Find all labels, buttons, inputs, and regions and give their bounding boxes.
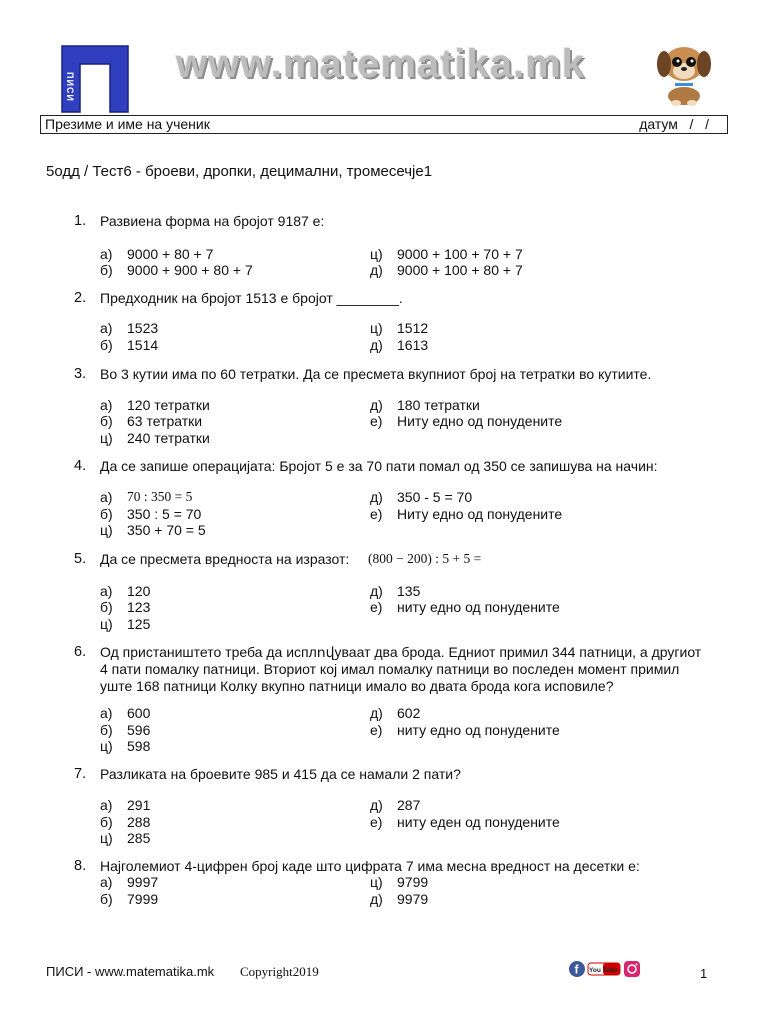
option-text: 9000 + 100 + 70 + 7 [397, 246, 523, 262]
option-text: 70 : 350 = 5 [127, 489, 193, 504]
test-title: 5одд / Тест6 - броеви, дропки, децимални, тромесечје1 [46, 163, 433, 180]
footer-site-text: ПИСИ - www.matematika.mk [46, 964, 215, 979]
date-label: датум / / [639, 116, 709, 132]
svg-text:f: f [574, 962, 579, 977]
option-text: 9997 [127, 874, 159, 890]
question-text: Развиена форма на бројот 9187 е: [100, 213, 325, 229]
option-label: е) [370, 722, 383, 738]
dog-mascot-icon [654, 40, 714, 106]
question-text-line: уште 168 патници Колку вкупно патници имало во двата брода кога исповиле? [100, 678, 614, 694]
option-text: 596 [127, 722, 151, 738]
question-text [100, 644, 720, 695]
question-number: 2. [74, 290, 87, 306]
question-text: Предходник на бројот 1513 е бројот ________. [100, 290, 403, 306]
option-label: д) [370, 891, 383, 907]
option-label: а) [100, 874, 113, 890]
option-label: ц) [100, 430, 113, 446]
question-number: 5. [74, 551, 87, 567]
option-text: 598 [127, 738, 151, 754]
option-label: б) [100, 722, 113, 738]
option-label: а) [100, 705, 113, 721]
youtube-text: You Tube [589, 967, 618, 974]
option-label: ц) [370, 874, 383, 890]
math-expression: (800 − 200) : 5 + 5 = [368, 551, 482, 566]
option-label: а) [100, 583, 113, 599]
option-label: ц) [100, 830, 113, 846]
option-text: 120 тетратки [127, 397, 210, 413]
option-label: д) [370, 397, 383, 413]
option-text: 288 [127, 814, 151, 830]
option-label: б) [100, 506, 113, 522]
option-label: ц) [100, 738, 113, 754]
question-number: 3. [74, 366, 87, 382]
option-text: ниту едно од понудените [397, 599, 560, 615]
question-number: 1. [74, 213, 87, 229]
option-label: б) [100, 337, 113, 353]
option-text: 63 тетратки [127, 413, 203, 429]
option-label: а) [100, 320, 113, 336]
option-label: а) [100, 797, 113, 813]
option-text: 9000 + 100 + 80 + 7 [397, 262, 523, 278]
option-text: 123 [127, 599, 151, 615]
page-number: 1 [700, 966, 708, 981]
question-number: 7. [74, 766, 87, 782]
site-logo-text: www.matematika.mk [176, 42, 586, 86]
option-text: 7999 [127, 891, 159, 907]
option-text: 180 тетратки [397, 397, 480, 413]
option-label: б) [100, 413, 113, 429]
option-label: а) [100, 489, 113, 505]
question-text-line: 4 пати помалку патници. Вториот кој имал помалку патници во последен момент примил [100, 661, 680, 677]
option-text: 602 [397, 705, 421, 721]
question-number: 4. [74, 458, 87, 474]
option-text: 600 [127, 705, 151, 721]
instagram-icon[interactable] [624, 961, 640, 977]
option-label: е) [370, 814, 383, 830]
option-text: 1514 [127, 337, 159, 353]
option-text: 287 [397, 797, 421, 813]
option-label: д) [370, 583, 383, 599]
option-text: 1613 [397, 337, 429, 353]
option-label: ц) [100, 616, 113, 632]
option-text: 9000 + 80 + 7 [127, 246, 214, 262]
svg-text:ПИСИ: ПИСИ [65, 72, 75, 102]
option-label: д) [370, 705, 383, 721]
option-text: Ниту едно од понудените [397, 413, 563, 429]
student-name-label: Презиме и име на ученик [45, 116, 210, 132]
option-text: 350 : 5 = 70 [127, 506, 202, 522]
option-text: 120 [127, 583, 151, 599]
option-text: 9979 [397, 891, 429, 907]
option-label: ц) [370, 320, 383, 336]
option-text: 285 [127, 830, 151, 846]
option-text: 125 [127, 616, 151, 632]
option-label: б) [100, 262, 113, 278]
option-text: ниту еден од понудените [397, 814, 560, 830]
facebook-icon[interactable] [569, 961, 585, 977]
option-text: 9799 [397, 874, 429, 890]
option-text: 1523 [127, 320, 159, 336]
option-text: 9000 + 900 + 80 + 7 [127, 262, 253, 278]
option-label: б) [100, 891, 113, 907]
option-text: 135 [397, 583, 421, 599]
option-text: Ниту едно од понудените [397, 506, 563, 522]
pisi-logo [58, 42, 132, 114]
question-number: 8. [74, 858, 87, 874]
student-info-bar [40, 115, 728, 134]
option-text: 1512 [397, 320, 429, 336]
question-text: Да се запише операцијата: Бројот 5 е за 70 пати помал од 350 се запишува на начин: [100, 458, 658, 474]
option-label: д) [370, 797, 383, 813]
option-label: б) [100, 814, 113, 830]
option-text: ниту едно од понудените [397, 722, 560, 738]
option-label: а) [100, 246, 113, 262]
option-label: д) [370, 262, 383, 278]
option-text: 240 тетратки [127, 430, 210, 446]
option-label: ц) [100, 522, 113, 538]
option-label: е) [370, 413, 383, 429]
social-icons [568, 960, 644, 978]
question-text: Да се пресмета вредноста на изразот: [100, 551, 350, 567]
question-text: Разликата на броевите 985 и 415 да се намали 2 пати? [100, 766, 461, 782]
option-label: д) [370, 489, 383, 505]
option-text: 350 + 70 = 5 [127, 522, 206, 538]
option-label: ц) [370, 246, 383, 262]
option-label: б) [100, 599, 113, 615]
question-text: Во 3 кутии има по 60 тетратки. Да се пресмета вкупниот број на тетратки во кутиите. [100, 366, 652, 382]
footer-copyright: Copyright2019 [240, 964, 319, 979]
question-number: 6. [74, 644, 87, 660]
option-text: 350 - 5 = 70 [397, 489, 473, 505]
question-text: Најголемиот 4-цифрен број каде што цифрата 7 има месна вредност на десетки е: [100, 858, 640, 874]
option-label: е) [370, 599, 383, 615]
option-label: д) [370, 337, 383, 353]
option-label: е) [370, 506, 383, 522]
youtube-icon[interactable] [588, 963, 620, 975]
option-label: а) [100, 397, 113, 413]
question-text-line: Од пристаништето треба да исплովуваат два брода. Едниот примил 344 патници, а другиот [100, 644, 702, 660]
option-text: 291 [127, 797, 151, 813]
